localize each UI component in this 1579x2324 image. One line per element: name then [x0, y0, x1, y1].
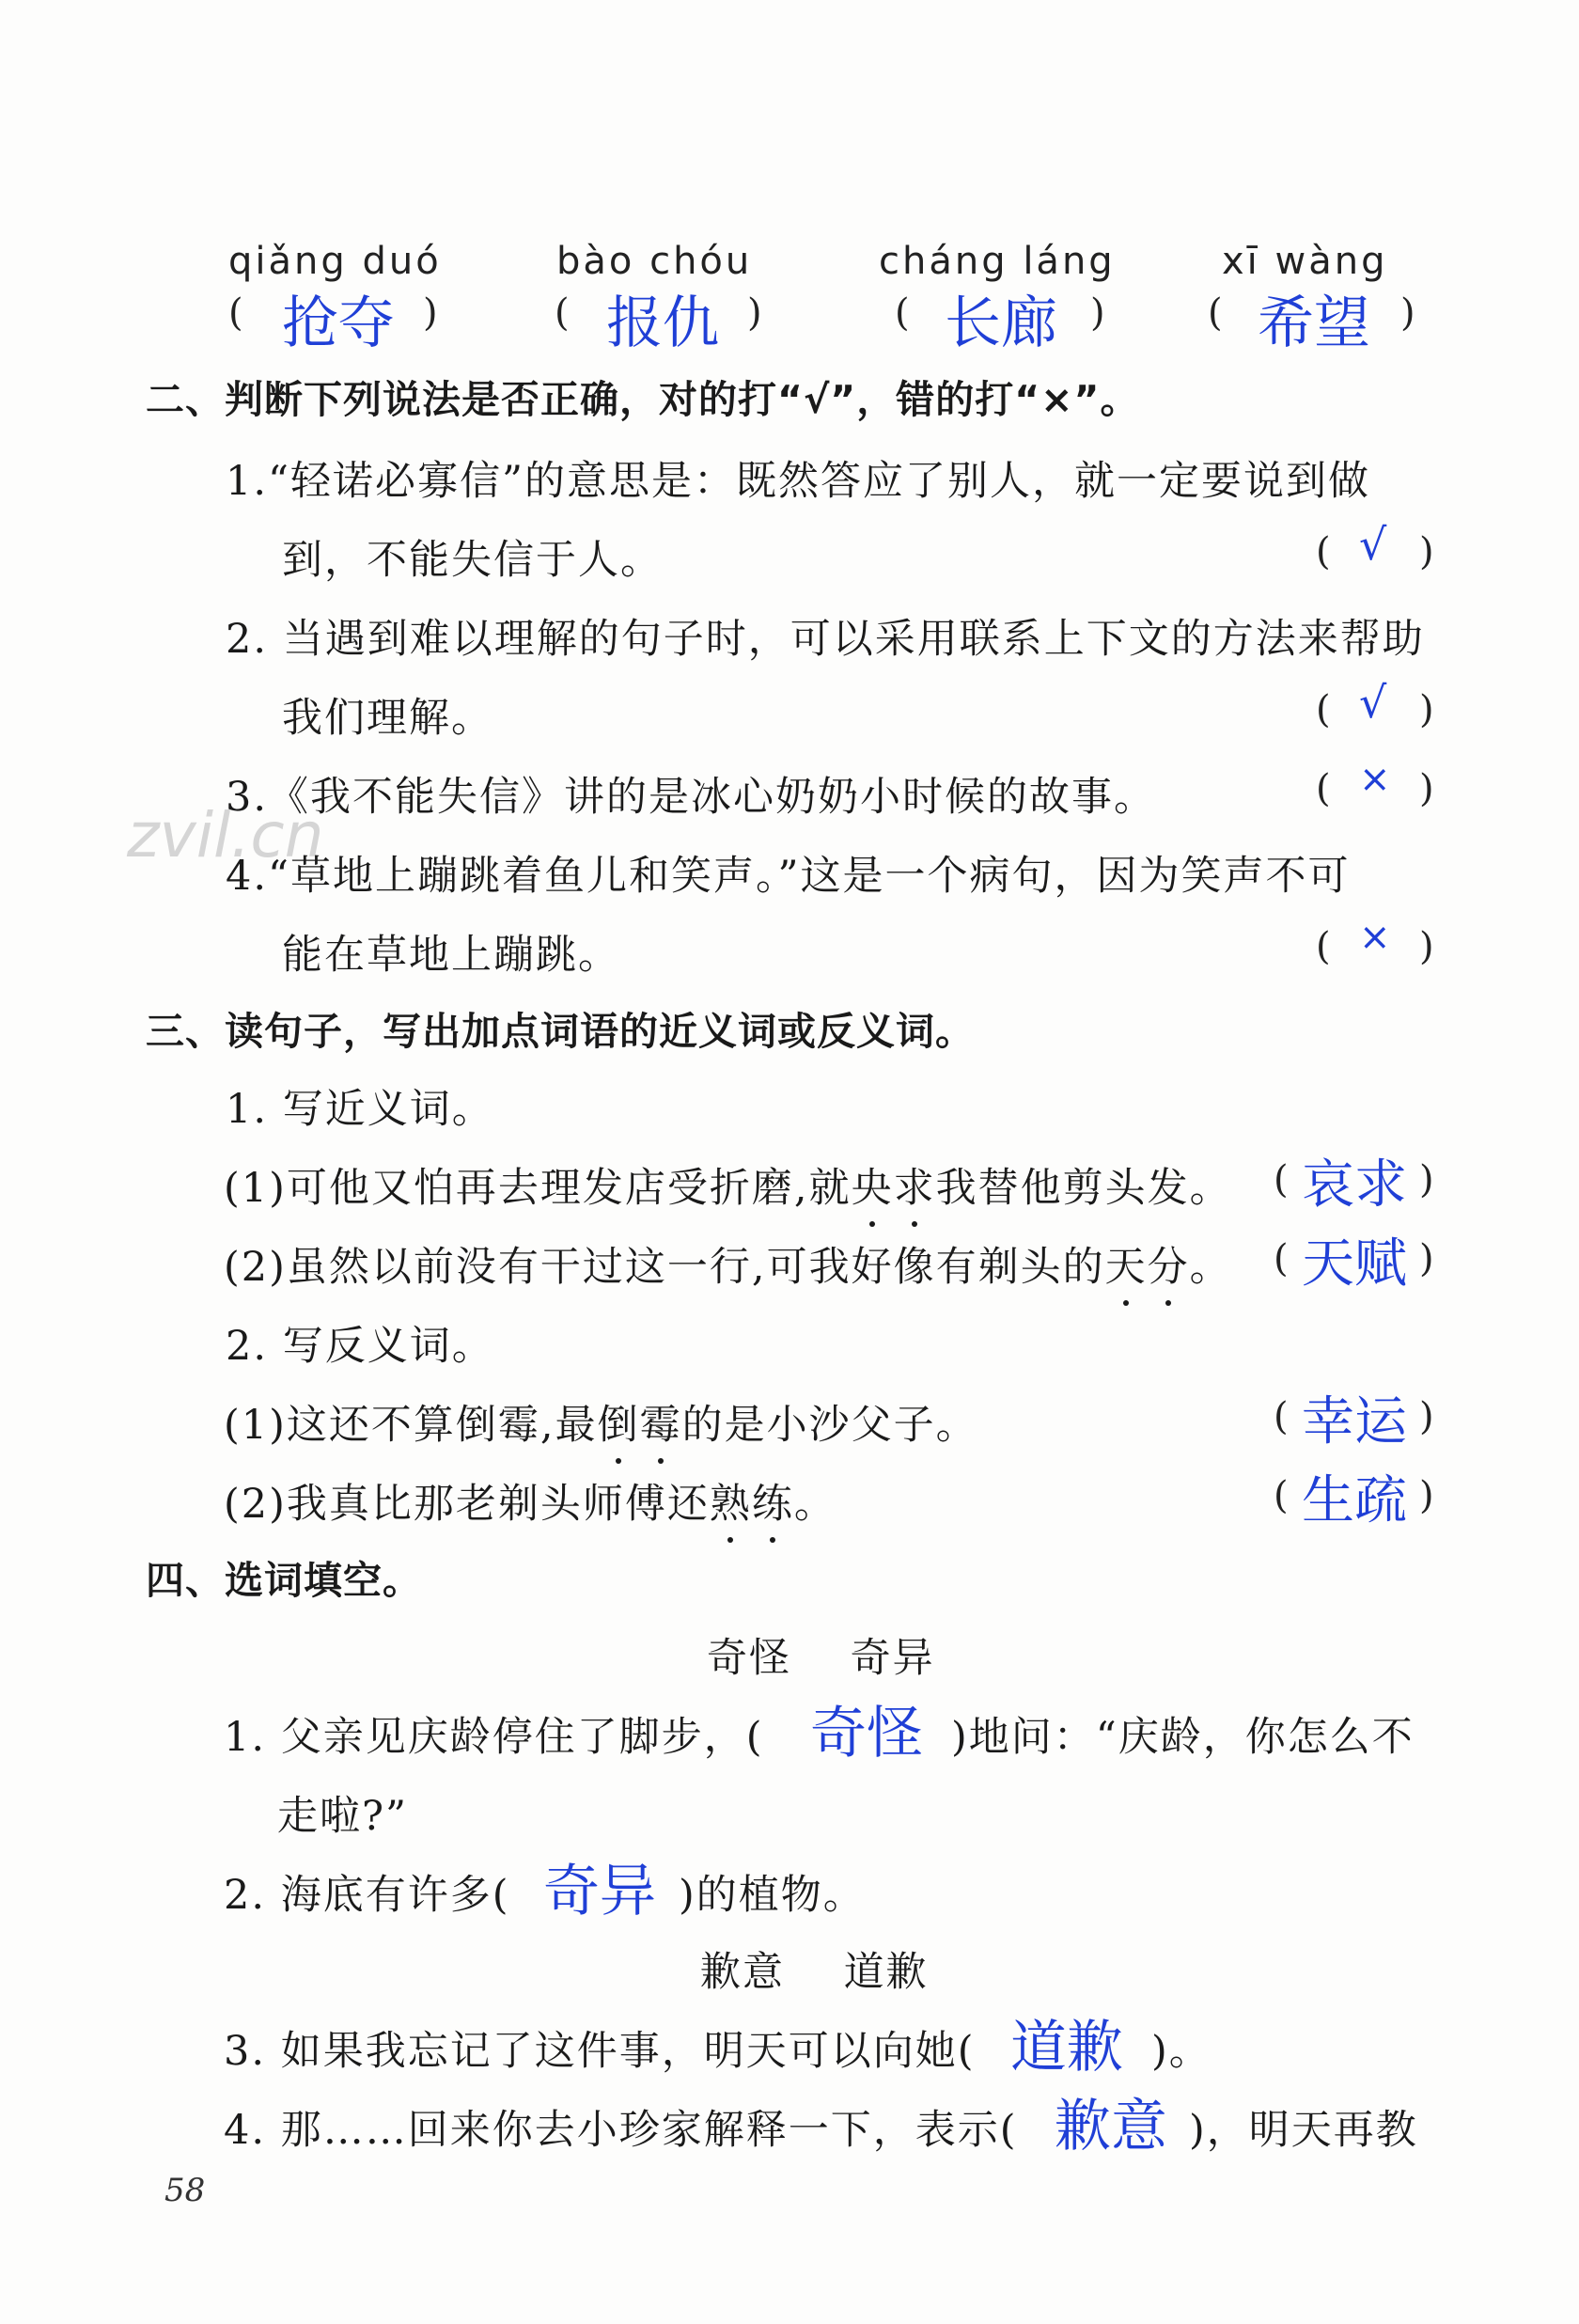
s4-q3-post: )。 [1151, 2028, 1212, 2075]
s3-sentence-2: (2)虽然以前没有干过这一行,可我好像有剃头的天分。 [224, 1235, 1232, 1293]
s3-answer-4: 生疏 [1302, 1470, 1407, 1531]
s4-q1-pre: 1. 父亲见庆龄停住了脚步，( [224, 1714, 764, 1761]
s2-q2-line2: 我们理解。 [282, 695, 493, 742]
paren-open: ( [895, 291, 910, 335]
paren-close: ) [1419, 925, 1434, 968]
pinyin-4: xī wàng [1222, 240, 1388, 283]
paren-open: ( [1316, 767, 1331, 810]
s2-q2-answer: √ [1359, 677, 1387, 728]
s3-answer-1: 哀求 [1302, 1154, 1407, 1216]
pinyin-1: qiǎng duó [228, 240, 442, 283]
answer-2: 报仇 [606, 290, 719, 356]
paren-open: ( [555, 291, 570, 335]
s4-q4-post: )，明天再教 [1189, 2107, 1418, 2154]
paren-close: ) [1090, 291, 1105, 335]
paren-close: ) [1400, 291, 1415, 335]
paren-open: ( [228, 291, 243, 335]
paren-close: ) [1419, 767, 1434, 810]
paren-open: ( [1274, 1474, 1289, 1517]
s4-q4-pre: 4. 那……回来你去小珍家解释一下，表示( [224, 2107, 1018, 2154]
section-4-heading: 四、选词填空。 [146, 1558, 422, 1603]
paren-close: ) [1419, 1395, 1434, 1438]
s2-q1-line1: 1.“轻诺必寡信”的意思是：既然答应了别人，就一定要说到做 [226, 458, 1370, 505]
paren-open: ( [1208, 291, 1223, 335]
paren-close: ) [1419, 1474, 1434, 1517]
section-2-heading: 二、判断下列说法是否正确，对的打“√”，错的打“×”。 [146, 377, 1140, 422]
paren-close: ) [1419, 1158, 1434, 1201]
s3-sub1: 1. 写近义词。 [226, 1086, 494, 1133]
s2-q2-line1: 2. 当遇到难以理解的句子时，可以采用联系上下文的方法来帮助 [226, 616, 1425, 663]
section-3-heading: 三、读句子，写出加点词语的近义词或反义词。 [146, 1009, 975, 1054]
s3-sub2: 2. 写反义词。 [226, 1323, 494, 1370]
answer-4: 希望 [1258, 290, 1370, 356]
paren-close: ) [1419, 1237, 1434, 1280]
s4-q1-line2: 走啦?” [277, 1793, 409, 1840]
paren-close: ) [1419, 530, 1434, 573]
s3-answer-3: 幸运 [1302, 1391, 1407, 1452]
s4-q2-answer: 奇异 [543, 1859, 656, 1924]
s3-sentence-1: (1)可他又怕再去理发店受折磨,就央求我替他剪头发。 [224, 1156, 1232, 1214]
s4-q3-pre: 3. 如果我忘记了这件事，明天可以向她( [224, 2028, 976, 2075]
s2-q4-line1: 4.“草地上蹦跳着鱼儿和笑声。”这是一个病句，因为笑声不可 [226, 853, 1351, 900]
s3-sentence-4: (2)我真比那老剃头师傅还熟练。 [224, 1472, 836, 1530]
paren-open: ( [1316, 925, 1331, 968]
paren-close: ) [423, 291, 438, 335]
s4-q1-post: )地问：“庆龄，你怎么不 [951, 1714, 1415, 1761]
s2-q4-answer: × [1359, 916, 1391, 959]
s4-q4-answer: 歉意 [1055, 2094, 1167, 2159]
page-number: 58 [164, 2172, 206, 2209]
watermark: zvil.cn [127, 799, 324, 872]
paren-open: ( [1316, 530, 1331, 573]
paren-open: ( [1316, 688, 1331, 731]
pinyin-3: cháng láng [879, 240, 1116, 283]
pinyin-2: bào chóu [556, 240, 753, 283]
paren-open: ( [1274, 1395, 1289, 1438]
s4-q3-answer: 道歉 [1010, 2015, 1123, 2081]
s4-q2-post: )的植物。 [679, 1872, 866, 1919]
s2-q4-line2: 能在草地上蹦跳。 [282, 932, 620, 979]
s3-answer-2: 天赋 [1302, 1233, 1407, 1295]
paren-close: ) [1419, 688, 1434, 731]
answer-1: 抢夺 [282, 290, 395, 356]
s2-q3-answer: × [1359, 758, 1391, 801]
paren-open: ( [1274, 1237, 1289, 1280]
s2-q1-answer: √ [1359, 519, 1387, 570]
answer-3: 长廊 [945, 290, 1057, 356]
paren-open: ( [1274, 1158, 1289, 1201]
word-choices-1: 奇怪 奇异 [707, 1635, 935, 1682]
s3-sentence-3: (1)这还不算倒霉,最倒霉的是小沙父子。 [224, 1393, 978, 1451]
s4-q2-pre: 2. 海底有许多( [224, 1872, 510, 1919]
paren-close: ) [747, 291, 762, 335]
s2-q3-line1: 3.《我不能失信》讲的是冰心奶奶小时候的故事。 [226, 774, 1157, 821]
s2-q1-line2: 到，不能失信于人。 [282, 537, 663, 584]
s4-q1-answer: 奇怪 [810, 1701, 923, 1767]
word-choices-2: 歉意 道歉 [700, 1949, 929, 1996]
